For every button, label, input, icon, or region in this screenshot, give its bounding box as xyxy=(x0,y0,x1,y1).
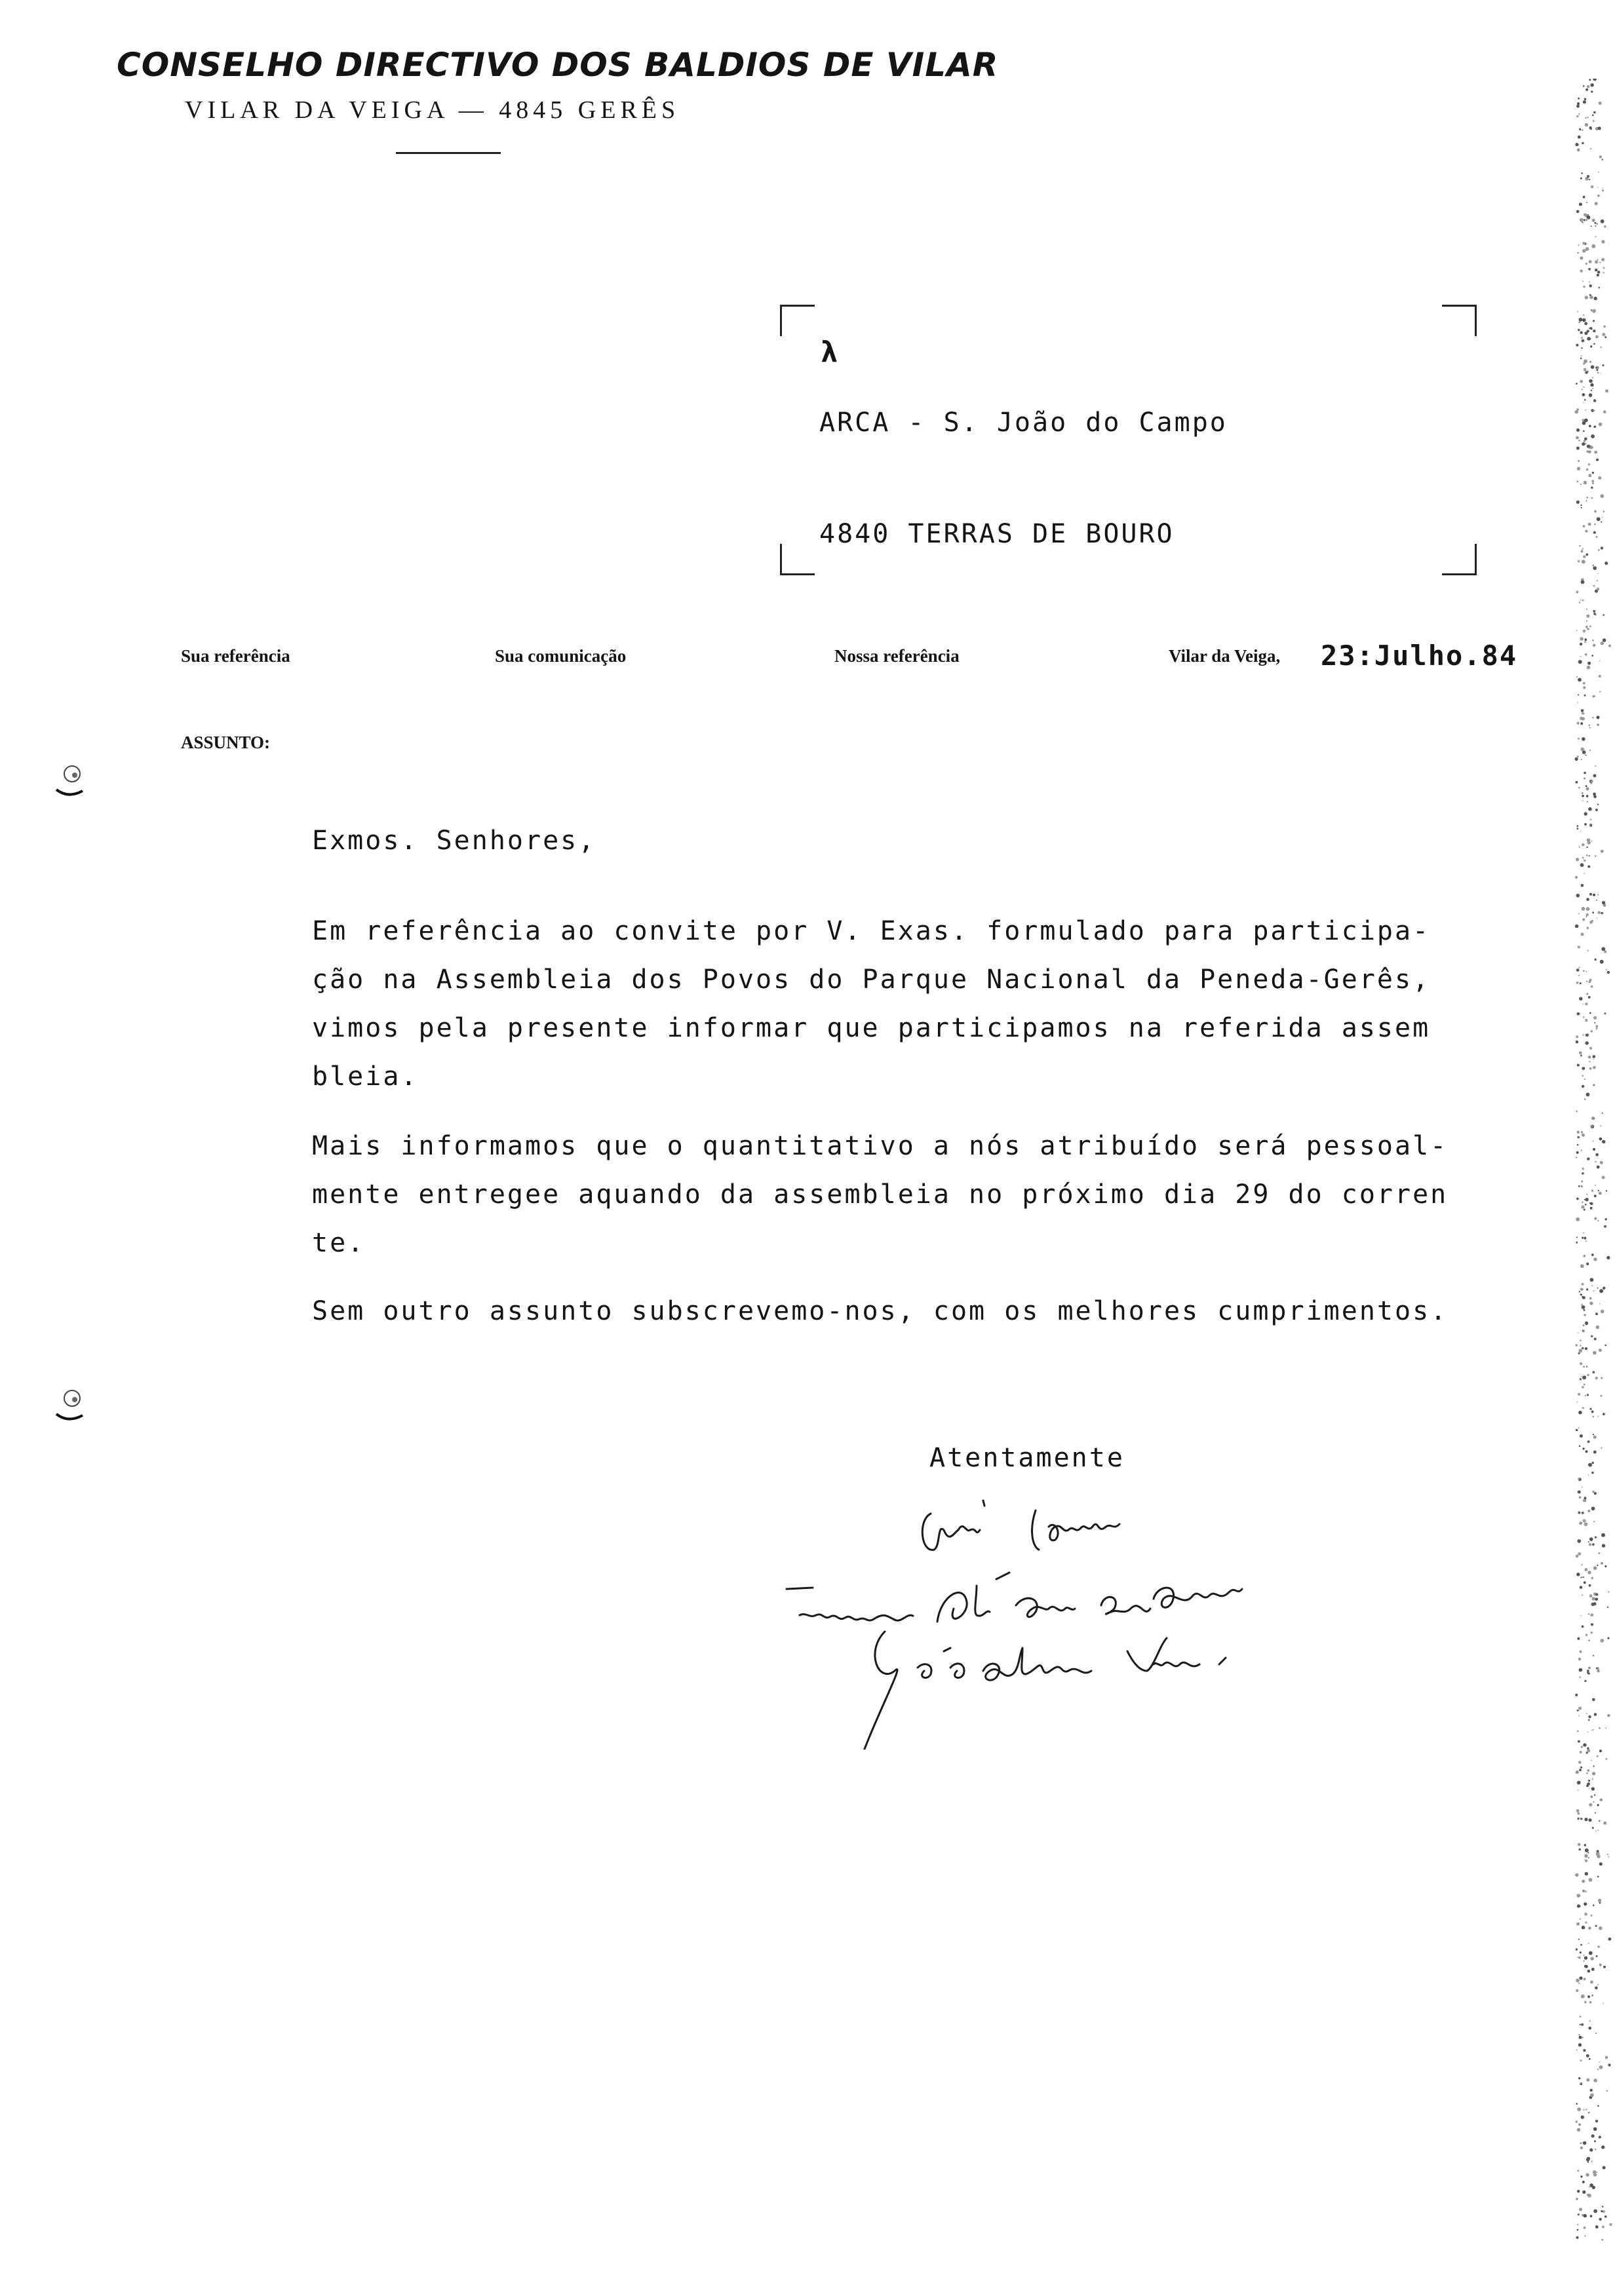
body-line: ção na Assembleia dos Povos do Parque Nacional da Peneda-Gerês, xyxy=(312,965,1431,995)
address-window-corner xyxy=(1442,305,1477,336)
address-window-corner xyxy=(780,544,815,575)
body-line: Sem outro assunto subscrevemo-nos, com os melhores cumprimentos. xyxy=(312,1296,1449,1326)
our-reference-label: Nossa referência xyxy=(834,646,960,666)
body-line: te. xyxy=(312,1228,366,1258)
closing: Atentamente xyxy=(929,1443,1125,1473)
your-reference-label: Sua referência xyxy=(181,646,290,666)
subject-label: ASSUNTO: xyxy=(181,733,271,752)
salutation: Exmos. Senhores, xyxy=(312,826,596,856)
letterhead-org-name: CONSELHO DIRECTIVO DOS BALDIOS DE VILAR xyxy=(117,46,999,84)
your-communication-label: Sua comunicação xyxy=(495,646,627,666)
body-paragraph xyxy=(312,1122,1557,1267)
recipient-mark: λ xyxy=(821,335,840,369)
body-line: mente entregee aquando da assembleia no próximo dia 29 do corren xyxy=(312,1179,1449,1210)
body-line: Mais informamos que o quantitativo a nós atribuído será pessoal- xyxy=(312,1131,1449,1161)
body-paragraph xyxy=(312,907,1557,1101)
body-line: bleia. xyxy=(312,1062,419,1092)
address-window-corner xyxy=(1442,544,1477,575)
punch-hole-mark xyxy=(51,1388,87,1423)
recipient-line-1: ARCA - S. João do Campo xyxy=(819,408,1228,438)
letter-date: 23:Julho.84 xyxy=(1321,640,1518,672)
address-window-corner xyxy=(780,305,815,336)
scan-edge-noise xyxy=(1563,79,1612,2241)
letterhead-address: VILAR DA VEIGA — 4845 GERÊS xyxy=(185,96,680,124)
body-line: vimos pela presente informar que participamos na referida assem xyxy=(312,1013,1431,1043)
place-label: Vilar da Veiga, xyxy=(1169,646,1281,666)
body-line: Em referência ao convite por V. Exas. formulado para participa- xyxy=(312,916,1431,946)
recipient-line-2: 4840 TERRAS DE BOURO xyxy=(819,519,1175,549)
letterhead-rule xyxy=(396,152,501,154)
body-paragraph xyxy=(312,1287,1557,1335)
handwritten-signatures xyxy=(760,1474,1547,1750)
punch-hole-mark xyxy=(51,763,87,799)
